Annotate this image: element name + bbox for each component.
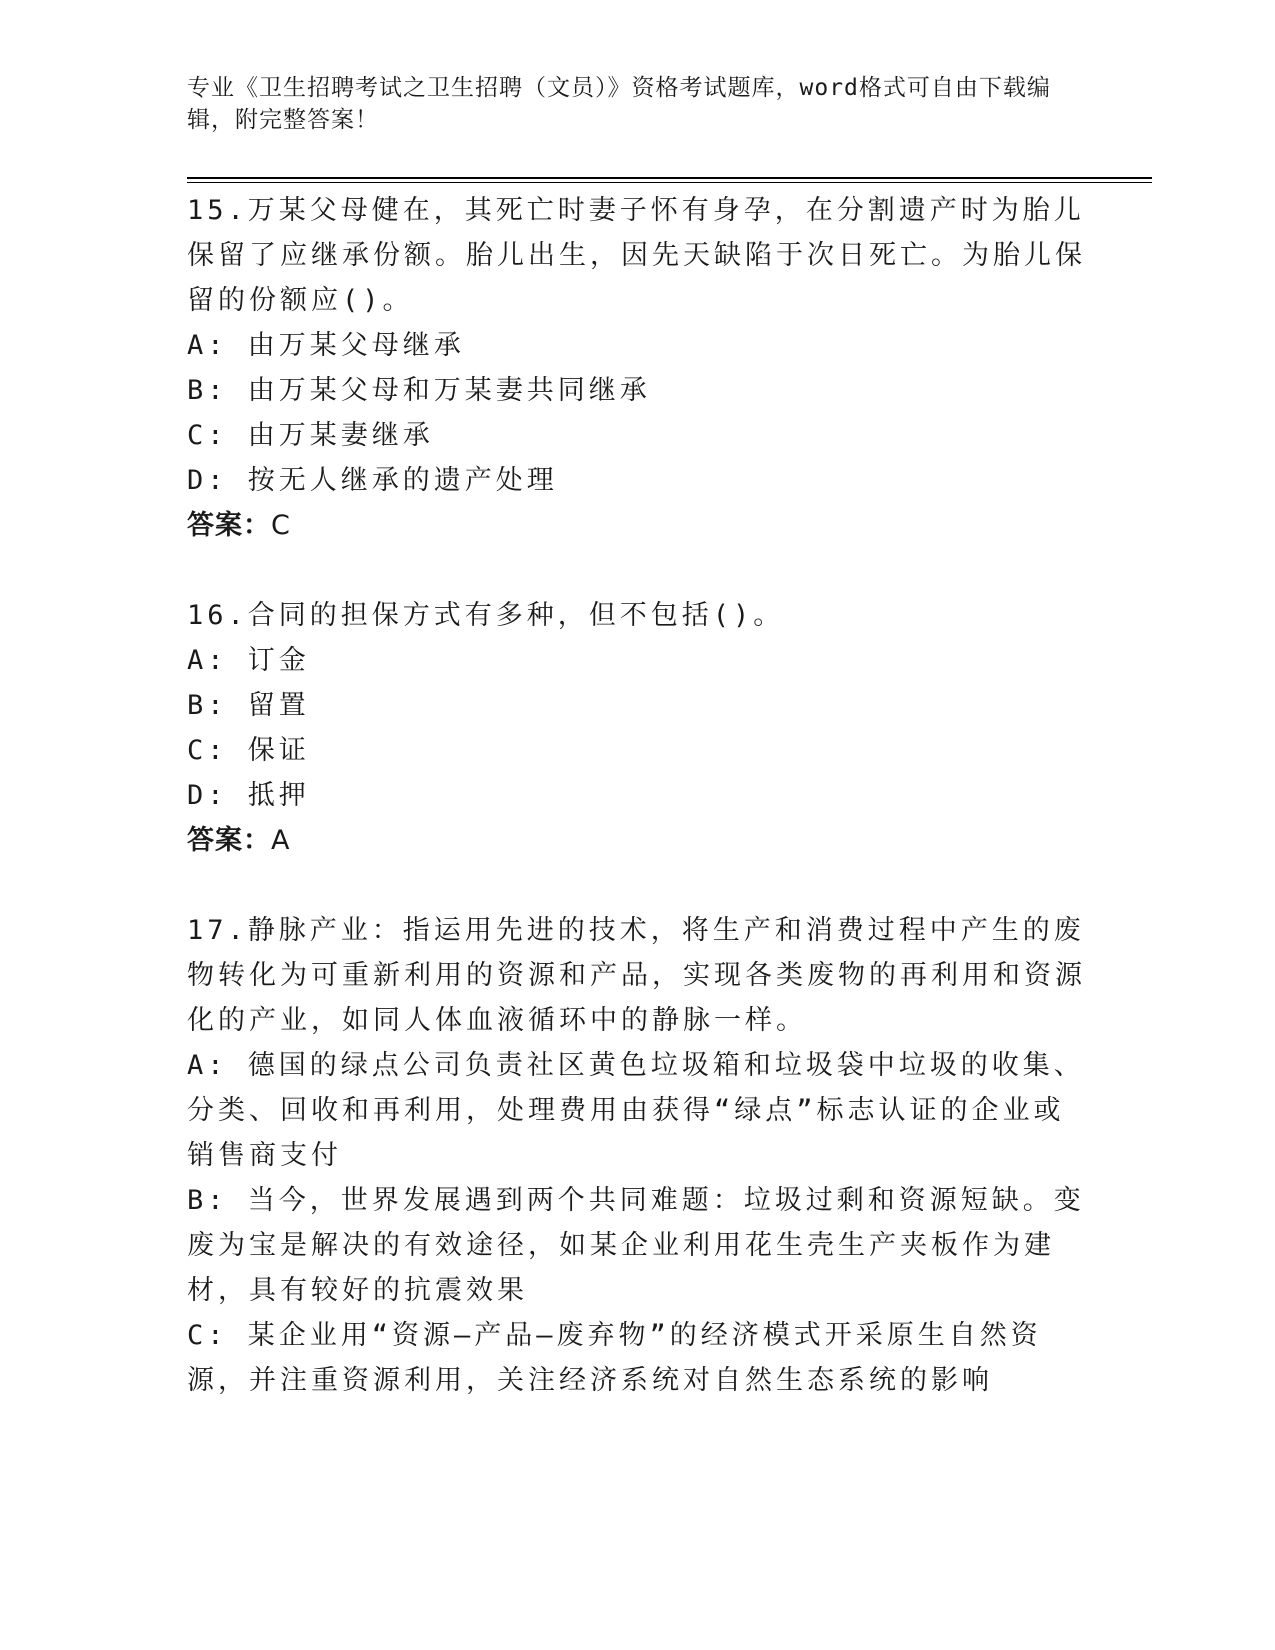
option-text: 由万某父母和万某妻共同继承 [247,375,651,406]
option-letter: D: [187,780,228,811]
answer-value: A [271,825,291,856]
question-text [187,593,1087,638]
option-letter: A: [187,1050,228,1081]
option-d [187,458,1087,503]
option-d [187,773,1087,818]
question-number: 17. [187,915,248,946]
answer-label: 答案： [187,510,271,541]
question-number: 15. [187,195,248,226]
option-letter: A: [187,645,228,676]
option-a [187,1043,1087,1178]
option-text: 由万某父母继承 [247,330,465,361]
option-c [187,1313,1087,1403]
option-letter: B: [187,1185,228,1216]
option-text: 德国的绿点公司负责社区黄色垃圾箱和垃圾袋中垃圾的收集、分类、回收和再利用，处理费用由获得“绿点”标志认证的企业或销售商支付 [187,1050,1085,1171]
option-b [187,1178,1087,1313]
option-a [187,638,1087,683]
option-c [187,413,1087,458]
question-15 [187,188,1087,548]
option-text: 当今，世界发展遇到两个共同难题：垃圾过剩和资源短缺。变废为宝是解决的有效途径，如某企业利用花生壳生产夹板作为建材，具有较好的抗震效果 [187,1185,1085,1306]
header-text: 专业《卫生招聘考试之卫生招聘（文员）》资格考试题库，word格式可自由下载编辑，附完整答案！ [187,75,1051,133]
option-letter: C: [187,420,228,451]
question-text [187,908,1087,1043]
answer-line [187,503,1087,548]
question-list [187,188,1087,1448]
question-16 [187,593,1087,863]
document-header [187,72,1077,136]
option-letter: C: [187,735,228,766]
option-c [187,728,1087,773]
option-b [187,683,1087,728]
answer-label: 答案： [187,825,271,856]
option-letter: D: [187,465,228,496]
option-text: 由万某妻继承 [247,420,434,451]
option-a [187,323,1087,368]
option-text: 抵押 [247,780,310,811]
option-text: 保证 [247,735,310,766]
option-letter: B: [187,690,228,721]
option-letter: C: [187,1320,228,1351]
answer-line [187,818,1087,863]
option-text: 某企业用“资源—产品—废弃物”的经济模式开采原生自然资源，并注重资源利用，关注经济系统对自然生态系统的影响 [187,1320,1042,1396]
option-text: 留置 [247,690,310,721]
question-text [187,188,1087,323]
header-rule-thick [187,177,1152,179]
answer-value: C [271,510,291,541]
option-b [187,368,1087,413]
option-text: 按无人继承的遗产处理 [247,465,558,496]
question-17 [187,908,1087,1403]
header-rule-thin [187,182,1152,183]
question-stem: 合同的担保方式有多种，但不包括()。 [247,600,785,631]
question-stem: 万某父母健在，其死亡时妻子怀有身孕，在分割遗产时为胎儿保留了应继承份额。胎儿出生，因先天缺陷于次日死亡。为胎儿保留的份额应()。 [187,195,1086,316]
option-letter: B: [187,375,228,406]
option-text: 订金 [247,645,310,676]
option-letter: A: [187,330,228,361]
question-stem: 静脉产业：指运用先进的技术，将生产和消费过程中产生的废物转化为可重新利用的资源和产品，实现各类废物的再利用和资源化的产业，如同人体血液循环中的静脉一样。 [187,915,1086,1036]
question-number: 16. [187,600,248,631]
